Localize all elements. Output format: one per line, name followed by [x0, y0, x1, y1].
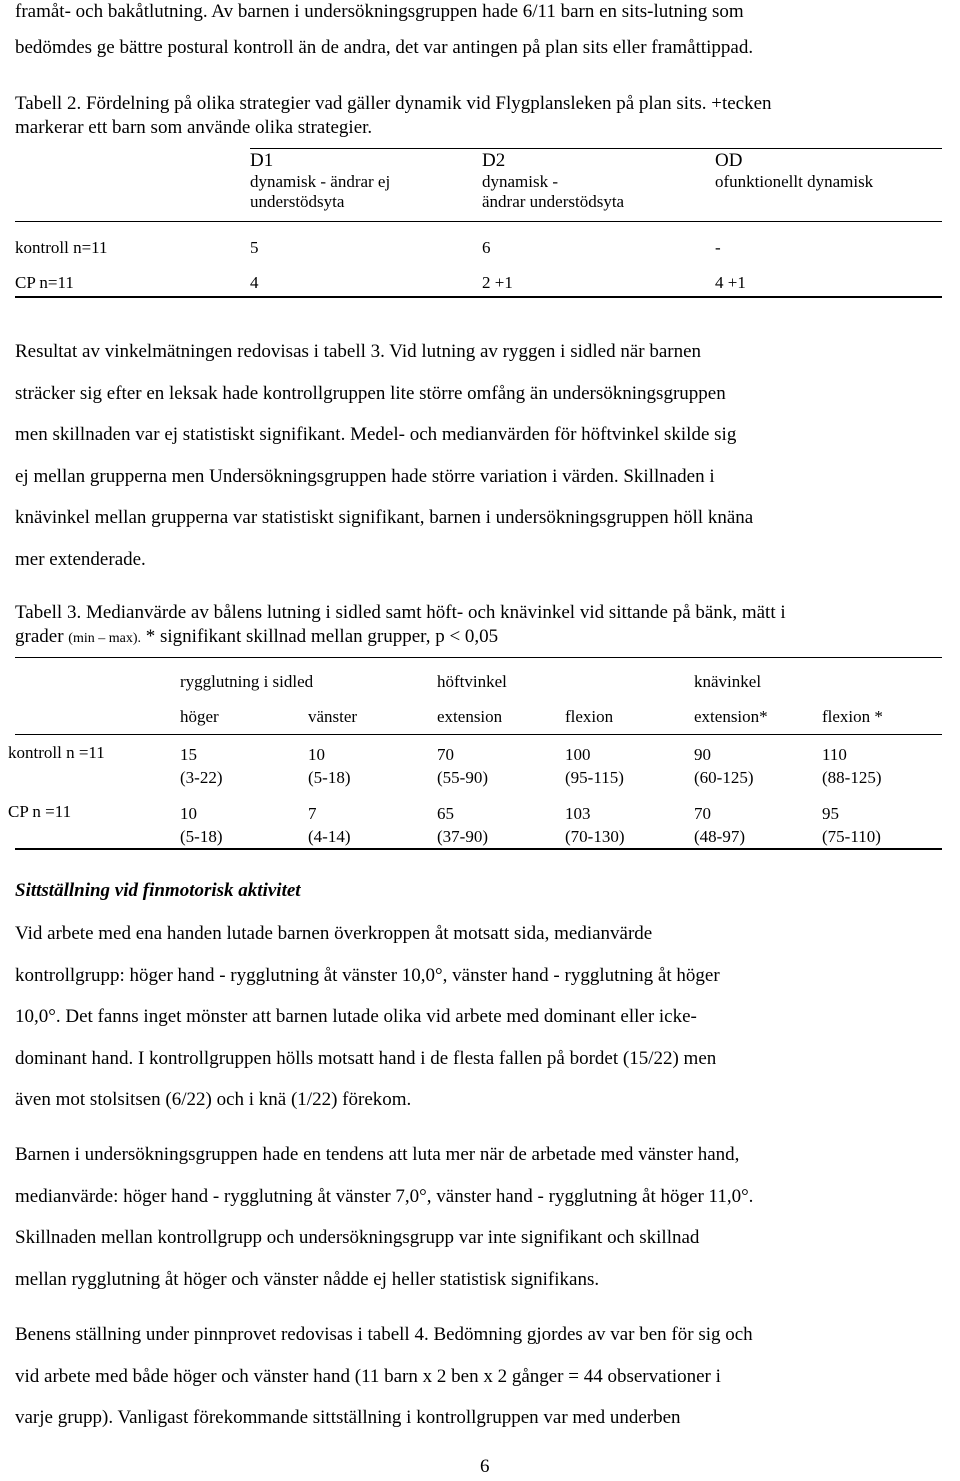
cell: - [715, 238, 721, 257]
header-text: dynamisk - ändrar ej [250, 172, 391, 191]
text-line: Skillnaden mellan kontrollgrupp och undersökningsgrupp var inte signifikant och skillnad [15, 1227, 700, 1248]
table-cell: 65 (37-90) [437, 804, 488, 846]
text-line: dominant hand. I kontrollgruppen hölls motsatt hand i de flesta fallen på bordet (15/22) men [15, 1047, 717, 1069]
results-paragraph [15, 331, 955, 580]
text-line: bedömdes ge bättre postural kontroll än de andra, det var antingen på plan sits eller framåttippad. [15, 37, 754, 58]
caption-small-text: (min – max). [68, 631, 141, 646]
table-cell: 100 (95-115) [565, 745, 624, 787]
text-line: även mot stolsitsen (6/22) och i knä (1/22) förekom. [15, 1089, 412, 1110]
text-line: framåt- och bakåtlutning. Av barnen i undersökningsgruppen hade 6/11 barn en sits-lutning som [15, 1, 744, 22]
section-heading: Sittställning vid finmotorisk aktivitet [15, 880, 301, 901]
table-cell: 7 (4-14) [308, 804, 351, 846]
text-line: knävinkel mellan grupperna var statistiskt signifikant, barnen i undersökningsgruppen höll knäna [15, 507, 754, 528]
group-header: rygglutning i sidled [180, 672, 314, 691]
sub-header: flexion [565, 707, 614, 726]
cell: 4 +1 [715, 273, 746, 292]
table-cell: 103 (70-130) [565, 804, 625, 846]
text-line: varje grupp). Vanligast förekommande sittställning i kontrollgruppen var med underben [15, 1407, 681, 1428]
row-label: kontroll n=11 [15, 238, 108, 257]
caption-line: Tabell 2. Fördelning på olika strategier vad gäller dynamik vid Flygplansleken på plan sits. +tecken [15, 93, 772, 114]
text-line: Resultat av vinkelmätningen redovisas i tabell 3. Vid lutning av ryggen i sidled när barnen [15, 341, 702, 362]
table-row [15, 273, 942, 297]
cell: 4 [250, 273, 259, 292]
text-line: vid arbete med både höger och vänster hand (11 barn x 2 ben x 2 gånger = 44 observationer i [15, 1365, 721, 1387]
table3-caption [15, 601, 945, 651]
sub-header: vänster [308, 707, 358, 726]
text-line: men skillnaden var ej statistiskt signifikant. Medel- och medianvärden för höftvinkel skilde sig [15, 424, 737, 445]
sub-header: flexion * [822, 707, 883, 726]
intro-paragraph [15, 0, 955, 66]
table2-header-d1 [250, 150, 390, 212]
table2-header-od [715, 150, 873, 192]
table2-caption [15, 92, 945, 140]
text-line: Vid arbete med ena handen lutade barnen överkroppen åt motsatt sida, medianvärde [15, 923, 653, 944]
row-label: CP n =11 [8, 802, 72, 821]
text-line: Benens ställning under pinnprovet redovisas i tabell 4. Bedömning gjordes av var ben för sig och [15, 1324, 753, 1345]
text-line: kontrollgrupp: höger hand - rygglutning åt vänster 10,0°, vänster hand - rygglutning åt höger [15, 964, 720, 986]
caption-line: markerar ett barn som använde olika strategier. [15, 117, 373, 138]
section-paragraph-1 [15, 913, 955, 1121]
sub-header: höger [180, 707, 219, 726]
cell: 6 [482, 238, 491, 257]
row-label: CP n=11 [15, 273, 74, 292]
table-rule [15, 848, 942, 850]
table-cell: 70 (48-97) [694, 804, 745, 846]
section-paragraph-3 [15, 1314, 955, 1439]
header-text: dynamisk - [482, 172, 559, 191]
sub-header: extension* [694, 707, 768, 726]
caption-line [15, 625, 945, 651]
table-rule [15, 221, 942, 222]
table-cell: 90 (60-125) [694, 745, 754, 787]
table-rule [15, 296, 942, 298]
header-code: D1 [250, 150, 274, 171]
page-number: 6 [480, 1456, 490, 1477]
caption-line: Tabell 3. Medianvärde av bålens lutning i sidled samt höft- och knävinkel vid sittande på bänk, mätt i [15, 602, 786, 623]
table-cell: 70 (55-90) [437, 745, 488, 787]
table-cell: 95 (75-110) [822, 804, 881, 846]
group-header: knävinkel [694, 672, 762, 691]
row-label: kontroll n =11 [8, 743, 105, 762]
caption-text: * signifikant skillnad mellan grupper, p < 0,05 [145, 626, 499, 647]
text-line: medianvärde: höger hand - rygglutning åt vänster 7,0°, vänster hand - rygglutning åt höger 11,0°. [15, 1185, 754, 1207]
text-line: 10,0°. Det fanns inget mönster att barnen lutade olika vid arbete med dominant eller icke- [15, 1006, 697, 1027]
header-text: ändrar understödsyta [482, 192, 625, 211]
text-line: mellan rygglutning åt höger och vänster nådde ej heller statistisk signifikans. [15, 1268, 600, 1290]
caption-text: grader [15, 626, 64, 647]
cell: 5 [250, 238, 259, 257]
table-cell: 10 (5-18) [308, 745, 351, 787]
text-line: mer extenderade. [15, 548, 146, 570]
text-line: Barnen i undersökningsgruppen hade en tendens att luta mer när de arbetade med vänster hand, [15, 1144, 740, 1165]
text-line: ej mellan grupperna men Undersökningsgruppen hade större variation i värden. Skillnaden i [15, 465, 715, 487]
header-text: understödsyta [250, 192, 345, 211]
table2-header-d2 [482, 150, 624, 212]
table-rule [250, 148, 942, 149]
cell: 2 +1 [482, 273, 513, 292]
section-paragraph-2 [15, 1134, 955, 1300]
table-rule [15, 657, 942, 658]
sub-header: extension [437, 707, 503, 726]
table-rule [15, 734, 942, 735]
text-line: sträcker sig efter en leksak hade kontrollgruppen lite större omfång än undersökningsgruppen [15, 382, 726, 404]
table-cell: 10 (5-18) [180, 804, 223, 846]
table-cell: 15 (3-22) [180, 745, 223, 787]
table-row [15, 238, 942, 262]
header-text: ofunktionellt dynamisk [715, 172, 874, 191]
header-code: D2 [482, 150, 506, 171]
table-cell: 110 (88-125) [822, 745, 882, 787]
group-header: höftvinkel [437, 672, 507, 691]
header-code: OD [715, 150, 743, 171]
